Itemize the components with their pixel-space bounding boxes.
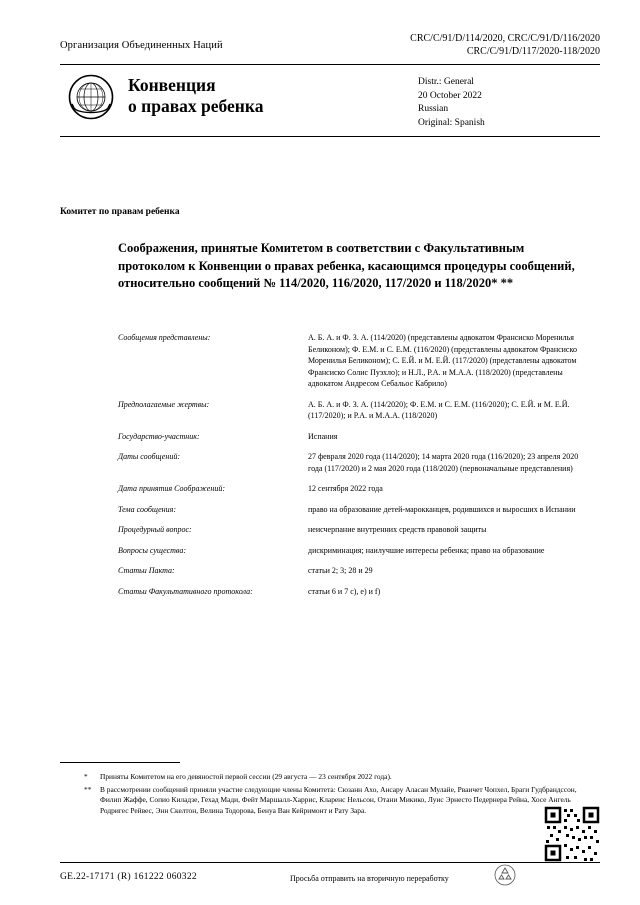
footer-divider: [60, 862, 600, 863]
committee-name: Комитет по правам ребенка: [60, 207, 180, 217]
distribution-line-3: Russian: [418, 104, 449, 114]
metadata-label: Процедурный вопрос:: [118, 525, 192, 534]
metadata-row: [118, 586, 592, 598]
metadata-label: Дата принятия Соображений:: [118, 484, 225, 493]
organization-name: Организация Объединенных Наций: [60, 40, 223, 51]
page-title: Соображения, принятые Комитетом в соответствии с Факультативным протоколом к Конвенции о правах ребенка, касающимся процедуры сообщений, относительно сообщений № 114/2020, 116/2020, 117/2020 и 118/2020* **: [118, 241, 575, 290]
metadata-value: дискриминация; наилучшие интересы ребенка; право на образование: [308, 545, 545, 555]
footnote-item: [84, 772, 596, 782]
metadata-label: Статьи Факультативного протокола:: [118, 586, 253, 596]
convention-title-line-1: Конвенция: [128, 75, 216, 95]
recycle-note: Просьба отправить на вторичную переработку: [290, 874, 449, 883]
distribution-line-4: Original: Spanish: [418, 117, 485, 128]
metadata-value: 27 февраля 2020 года (114/2020); 14 марта 2020 года (116/2020); 23 апреля 2020 года (117/2020) и 2 мая 2020 года (118/2020) (первоначальные представления): [308, 452, 579, 473]
metadata-row: [118, 399, 592, 422]
recycle-icon: [494, 864, 516, 886]
metadata-row: [118, 545, 592, 557]
footnote-mark: *: [84, 772, 88, 781]
metadata-value: Испания: [308, 431, 338, 441]
convention-title-line-2: о правах ребенка: [128, 96, 264, 116]
metadata-row: [118, 524, 592, 536]
metadata-value: статьи 2; 3; 28 и 29: [308, 566, 373, 575]
distribution-line-2: 20 October 2022: [418, 90, 482, 101]
footnote-text: Приняты Комитетом на его девяностой первой сессии (29 августа — 23 сентября 2022 года).: [100, 772, 392, 781]
metadata-row: [118, 451, 592, 474]
metadata-value: А. Б. А. и Ф. З. А. (114/2020); Ф. Е.М. и С. Е.М. (116/2020); С. Е.Й. и М. Е.Й. (117/2020); и Р.А. и М.А.А. (118/2020): [308, 399, 570, 420]
document-code: GE.22-17171 (R) 161222 060322: [60, 872, 197, 882]
convention-title: [128, 75, 263, 117]
un-emblem-icon: [68, 74, 114, 120]
footnote-item: [84, 785, 596, 816]
title-divider: [60, 136, 600, 137]
qr-code-icon: [544, 806, 600, 862]
footnote-text: В рассмотрении сообщений приняли участие следующие члены Комитета: Сюзанн Ахо, Ансару Аласан Мулайе, Рваичет Чопхел, Браги Гудбрандссон, Филип Жаффе, Сопио Киладзе, Гехад Мади, Фейт Маршалл-Харрис, Кларенс Нельсон, Отани Микико, Луис Эрнесто Педернера Рейна, Хосе Ангель Родригес Рейвес, Энн Скелтон, Велина Тодорова, Бенуа Ван Кейримонт и Рату Зара.: [100, 785, 577, 815]
metadata-row: [118, 504, 592, 516]
distribution-block: [418, 76, 485, 130]
distribution-line-1: Distr.: General: [418, 77, 474, 87]
metadata-value: статьи 6 и 7 c), e) и f): [308, 586, 381, 596]
metadata-row: [118, 431, 592, 443]
metadata-label: Предполагаемые жертвы:: [118, 399, 210, 409]
metadata-label: Даты сообщений:: [118, 452, 180, 461]
metadata-value: 12 сентября 2022 года: [308, 484, 383, 493]
metadata-table: [118, 332, 592, 606]
document-symbols: [410, 32, 600, 58]
metadata-row: [118, 332, 592, 390]
metadata-value: неисчерпание внутренних средств правовой защиты: [308, 525, 487, 534]
metadata-row: [118, 483, 592, 495]
metadata-label: Вопросы существа:: [118, 545, 186, 555]
metadata-label: Сообщения представлены:: [118, 333, 211, 342]
metadata-row: [118, 565, 592, 577]
document-header: [60, 28, 600, 62]
footnotes: [84, 772, 596, 819]
footnote-mark: **: [84, 785, 92, 795]
document-symbol-line-2: CRC/C/91/D/117/2020-118/2020: [466, 46, 600, 57]
document-symbol-line-1: CRC/C/91/D/114/2020, CRC/C/91/D/116/2020: [410, 33, 600, 44]
footnote-divider: [60, 762, 180, 763]
metadata-value: А. Б. А. и Ф. З. А. (114/2020) (представлены адвокатом Франсиско Моренилья Беликоном); Ф. Е.М. и С. Е.М. (116/2020) (представлены адвокатом Франсиско Моренилья Беликоном); С. Е.Й. и М. Е.Й. (117/2020) (представлены адвокатом Франсиско Солис Пуэхло); и Н.Л., Р.А. и М.А.А. (118/2020) (представлены адвокатом Андресом Себальос Кабрило): [308, 333, 577, 388]
metadata-label: Государство-участник:: [118, 431, 200, 441]
metadata-label: Статьи Пакта:: [118, 566, 175, 575]
convention-title-block: [60, 64, 600, 136]
metadata-label: Тема сообщения:: [118, 504, 177, 514]
metadata-value: право на образование детей-марокканцев, родившихся и выросших в Испании: [308, 504, 576, 514]
